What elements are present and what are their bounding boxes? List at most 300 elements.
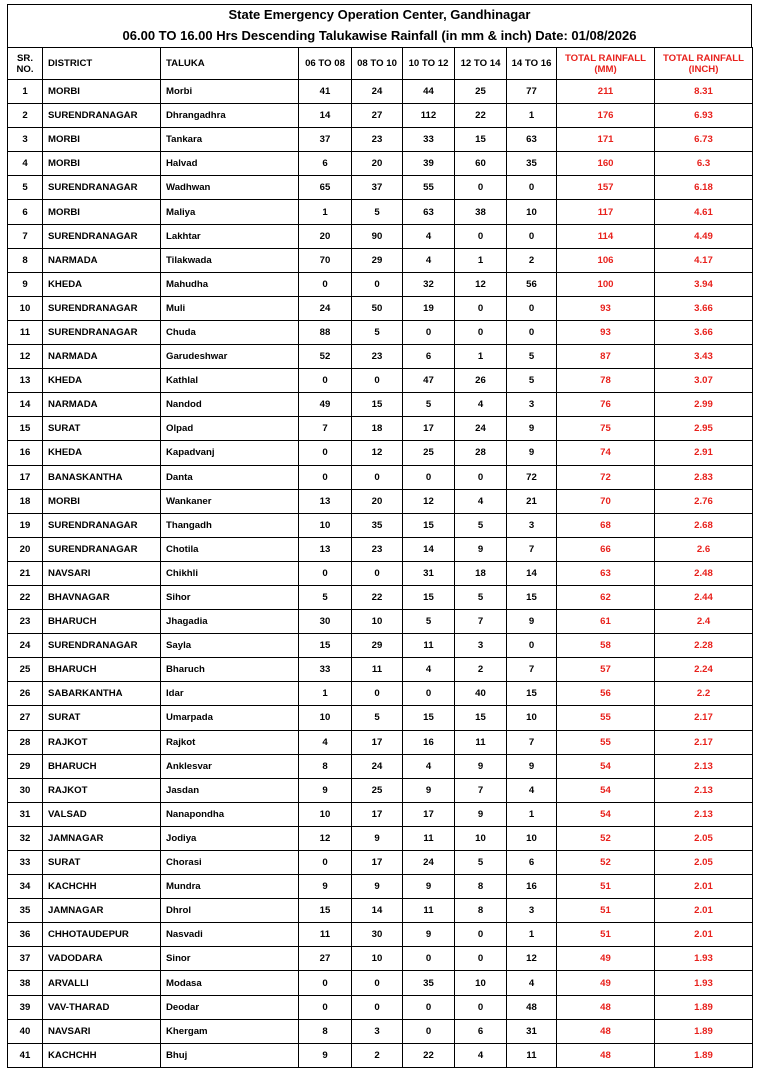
cell-total-inch: 2.48 (655, 561, 753, 585)
cell-rain-10-12: 35 (403, 971, 455, 995)
cell-rain-14-16: 0 (507, 176, 557, 200)
cell-total-mm: 48 (557, 995, 655, 1019)
cell-rain-14-16: 3 (507, 899, 557, 923)
cell-total-mm: 72 (557, 465, 655, 489)
table-row (8, 176, 753, 200)
table-header-row (8, 48, 753, 80)
cell-rain-12-14: 7 (455, 778, 507, 802)
cell-rain-08-10: 15 (352, 393, 403, 417)
cell-rain-14-16: 4 (507, 971, 557, 995)
cell-total-mm: 76 (557, 393, 655, 417)
cell-total-inch: 2.05 (655, 826, 753, 850)
header-06-08: 06 TO 08 (299, 48, 352, 80)
cell-rain-10-12: 11 (403, 899, 455, 923)
cell-taluka: Jodiya (161, 826, 299, 850)
cell-total-mm: 93 (557, 296, 655, 320)
cell-rain-10-12: 15 (403, 513, 455, 537)
cell-total-inch: 3.94 (655, 272, 753, 296)
table-row (8, 658, 753, 682)
cell-rain-06-08: 8 (299, 1019, 352, 1043)
cell-taluka: Danta (161, 465, 299, 489)
cell-total-inch: 2.99 (655, 393, 753, 417)
cell-district: KHEDA (43, 369, 161, 393)
cell-rain-14-16: 9 (507, 754, 557, 778)
cell-sr-no: 20 (8, 537, 43, 561)
cell-rain-06-08: 1 (299, 200, 352, 224)
cell-district: MORBI (43, 128, 161, 152)
cell-rain-14-16: 56 (507, 272, 557, 296)
cell-rain-06-08: 20 (299, 224, 352, 248)
cell-rain-12-14: 4 (455, 393, 507, 417)
report-header (7, 4, 752, 47)
cell-rain-14-16: 7 (507, 658, 557, 682)
cell-total-mm: 100 (557, 272, 655, 296)
cell-rain-10-12: 4 (403, 658, 455, 682)
cell-rain-06-08: 65 (299, 176, 352, 200)
cell-district: SURAT (43, 851, 161, 875)
cell-rain-06-08: 13 (299, 537, 352, 561)
cell-rain-10-12: 5 (403, 393, 455, 417)
cell-sr-no: 34 (8, 875, 43, 899)
cell-rain-12-14: 15 (455, 128, 507, 152)
cell-rain-06-08: 33 (299, 658, 352, 682)
cell-sr-no: 19 (8, 513, 43, 537)
table-row (8, 272, 753, 296)
cell-rain-14-16: 12 (507, 947, 557, 971)
cell-rain-06-08: 4 (299, 730, 352, 754)
cell-rain-10-12: 31 (403, 561, 455, 585)
cell-sr-no: 15 (8, 417, 43, 441)
table-row (8, 441, 753, 465)
cell-rain-06-08: 10 (299, 802, 352, 826)
cell-taluka: Wadhwan (161, 176, 299, 200)
cell-rain-14-16: 0 (507, 296, 557, 320)
cell-rain-10-12: 0 (403, 1019, 455, 1043)
cell-rain-14-16: 5 (507, 345, 557, 369)
table-row (8, 80, 753, 104)
cell-rain-08-10: 12 (352, 441, 403, 465)
cell-total-mm: 61 (557, 610, 655, 634)
cell-sr-no: 24 (8, 634, 43, 658)
cell-total-mm: 51 (557, 875, 655, 899)
cell-rain-12-14: 10 (455, 971, 507, 995)
cell-rain-14-16: 3 (507, 513, 557, 537)
cell-district: JAMNAGAR (43, 899, 161, 923)
cell-rain-08-10: 20 (352, 152, 403, 176)
cell-rain-06-08: 0 (299, 851, 352, 875)
cell-rain-08-10: 24 (352, 754, 403, 778)
cell-rain-14-16: 16 (507, 875, 557, 899)
cell-rain-06-08: 0 (299, 995, 352, 1019)
cell-sr-no: 36 (8, 923, 43, 947)
cell-district: KHEDA (43, 272, 161, 296)
cell-rain-08-10: 30 (352, 923, 403, 947)
cell-district: SURAT (43, 706, 161, 730)
cell-taluka: Nandod (161, 393, 299, 417)
cell-rain-12-14: 28 (455, 441, 507, 465)
cell-rain-08-10: 0 (352, 272, 403, 296)
cell-rain-06-08: 9 (299, 778, 352, 802)
cell-total-mm: 211 (557, 80, 655, 104)
cell-total-inch: 2.17 (655, 706, 753, 730)
cell-total-inch: 2.05 (655, 851, 753, 875)
cell-rain-12-14: 5 (455, 851, 507, 875)
cell-rain-06-08: 10 (299, 513, 352, 537)
cell-rain-10-12: 4 (403, 248, 455, 272)
table-row (8, 104, 753, 128)
cell-rain-14-16: 6 (507, 851, 557, 875)
cell-total-inch: 2.91 (655, 441, 753, 465)
cell-rain-14-16: 15 (507, 585, 557, 609)
cell-rain-12-14: 60 (455, 152, 507, 176)
cell-rain-10-12: 0 (403, 465, 455, 489)
cell-rain-12-14: 0 (455, 923, 507, 947)
cell-total-mm: 48 (557, 1043, 655, 1067)
cell-rain-08-10: 0 (352, 465, 403, 489)
cell-rain-10-12: 55 (403, 176, 455, 200)
cell-total-mm: 54 (557, 754, 655, 778)
cell-district: MORBI (43, 489, 161, 513)
cell-total-mm: 160 (557, 152, 655, 176)
cell-taluka: Kathlal (161, 369, 299, 393)
report-sheet (7, 4, 752, 1068)
cell-district: SURENDRANAGAR (43, 634, 161, 658)
cell-rain-14-16: 9 (507, 610, 557, 634)
table-row (8, 320, 753, 344)
cell-rain-10-12: 25 (403, 441, 455, 465)
cell-rain-08-10: 25 (352, 778, 403, 802)
table-row (8, 513, 753, 537)
cell-taluka: Sinor (161, 947, 299, 971)
cell-district: BHARUCH (43, 658, 161, 682)
cell-district: BANASKANTHA (43, 465, 161, 489)
table-row (8, 489, 753, 513)
cell-total-inch: 2.44 (655, 585, 753, 609)
cell-rain-12-14: 0 (455, 176, 507, 200)
cell-district: JAMNAGAR (43, 826, 161, 850)
cell-total-inch: 3.43 (655, 345, 753, 369)
cell-district: VAV-THARAD (43, 995, 161, 1019)
cell-total-mm: 49 (557, 947, 655, 971)
cell-rain-10-12: 47 (403, 369, 455, 393)
cell-rain-06-08: 14 (299, 104, 352, 128)
cell-total-inch: 6.18 (655, 176, 753, 200)
cell-rain-12-14: 8 (455, 899, 507, 923)
cell-sr-no: 23 (8, 610, 43, 634)
cell-rain-14-16: 35 (507, 152, 557, 176)
cell-rain-12-14: 26 (455, 369, 507, 393)
cell-sr-no: 41 (8, 1043, 43, 1067)
cell-sr-no: 3 (8, 128, 43, 152)
table-row (8, 128, 753, 152)
cell-total-mm: 106 (557, 248, 655, 272)
cell-taluka: Chuda (161, 320, 299, 344)
cell-taluka: Anklesvar (161, 754, 299, 778)
cell-rain-08-10: 18 (352, 417, 403, 441)
cell-taluka: Wankaner (161, 489, 299, 513)
cell-taluka: Nanapondha (161, 802, 299, 826)
cell-total-inch: 6.93 (655, 104, 753, 128)
cell-district: NAVSARI (43, 1019, 161, 1043)
cell-rain-14-16: 0 (507, 634, 557, 658)
cell-rain-08-10: 5 (352, 320, 403, 344)
cell-rain-12-14: 0 (455, 995, 507, 1019)
cell-sr-no: 37 (8, 947, 43, 971)
cell-total-mm: 52 (557, 826, 655, 850)
cell-sr-no: 17 (8, 465, 43, 489)
cell-sr-no: 21 (8, 561, 43, 585)
cell-sr-no: 25 (8, 658, 43, 682)
cell-sr-no: 7 (8, 224, 43, 248)
cell-taluka: Muli (161, 296, 299, 320)
cell-rain-06-08: 15 (299, 899, 352, 923)
cell-rain-12-14: 12 (455, 272, 507, 296)
cell-district: SURENDRANAGAR (43, 537, 161, 561)
cell-sr-no: 13 (8, 369, 43, 393)
cell-rain-06-08: 88 (299, 320, 352, 344)
cell-total-inch: 1.89 (655, 1043, 753, 1067)
cell-rain-10-12: 4 (403, 754, 455, 778)
cell-district: SURENDRANAGAR (43, 513, 161, 537)
cell-district: SURENDRANAGAR (43, 104, 161, 128)
cell-rain-08-10: 5 (352, 200, 403, 224)
cell-rain-14-16: 4 (507, 778, 557, 802)
cell-sr-no: 18 (8, 489, 43, 513)
cell-rain-14-16: 9 (507, 417, 557, 441)
cell-district: SURENDRANAGAR (43, 296, 161, 320)
cell-rain-06-08: 9 (299, 1043, 352, 1067)
cell-rain-06-08: 0 (299, 441, 352, 465)
table-row (8, 537, 753, 561)
cell-total-mm: 54 (557, 802, 655, 826)
table-row (8, 682, 753, 706)
cell-total-inch: 4.61 (655, 200, 753, 224)
cell-rain-12-14: 7 (455, 610, 507, 634)
cell-sr-no: 39 (8, 995, 43, 1019)
cell-rain-10-12: 17 (403, 802, 455, 826)
table-row (8, 947, 753, 971)
table-row (8, 875, 753, 899)
cell-rain-12-14: 6 (455, 1019, 507, 1043)
cell-rain-12-14: 5 (455, 513, 507, 537)
cell-rain-10-12: 17 (403, 417, 455, 441)
table-row (8, 345, 753, 369)
table-row (8, 899, 753, 923)
cell-rain-12-14: 9 (455, 537, 507, 561)
header-total-mm: TOTAL RAINFALL (MM) (557, 48, 655, 80)
cell-rain-14-16: 0 (507, 320, 557, 344)
cell-rain-14-16: 5 (507, 369, 557, 393)
cell-rain-06-08: 1 (299, 682, 352, 706)
cell-total-mm: 54 (557, 778, 655, 802)
cell-rain-14-16: 1 (507, 802, 557, 826)
cell-rain-06-08: 0 (299, 272, 352, 296)
cell-rain-14-16: 11 (507, 1043, 557, 1067)
cell-total-mm: 51 (557, 923, 655, 947)
cell-taluka: Garudeshwar (161, 345, 299, 369)
cell-rain-06-08: 49 (299, 393, 352, 417)
cell-total-inch: 2.4 (655, 610, 753, 634)
cell-sr-no: 6 (8, 200, 43, 224)
table-row (8, 585, 753, 609)
cell-total-inch: 1.89 (655, 1019, 753, 1043)
cell-rain-06-08: 12 (299, 826, 352, 850)
cell-taluka: Morbi (161, 80, 299, 104)
cell-taluka: Rajkot (161, 730, 299, 754)
cell-rain-06-08: 6 (299, 152, 352, 176)
cell-taluka: Tankara (161, 128, 299, 152)
cell-total-mm: 78 (557, 369, 655, 393)
cell-sr-no: 8 (8, 248, 43, 272)
cell-sr-no: 26 (8, 682, 43, 706)
cell-sr-no: 12 (8, 345, 43, 369)
cell-taluka: Jhagadia (161, 610, 299, 634)
table-row (8, 923, 753, 947)
cell-total-mm: 55 (557, 706, 655, 730)
cell-total-mm: 74 (557, 441, 655, 465)
cell-rain-12-14: 9 (455, 802, 507, 826)
cell-rain-12-14: 38 (455, 200, 507, 224)
cell-total-mm: 93 (557, 320, 655, 344)
cell-rain-08-10: 29 (352, 248, 403, 272)
table-row (8, 971, 753, 995)
cell-rain-10-12: 15 (403, 585, 455, 609)
cell-district: BHARUCH (43, 610, 161, 634)
cell-sr-no: 14 (8, 393, 43, 417)
table-row (8, 778, 753, 802)
cell-rain-08-10: 11 (352, 658, 403, 682)
table-row (8, 1043, 753, 1067)
cell-total-mm: 56 (557, 682, 655, 706)
cell-district: MORBI (43, 80, 161, 104)
cell-rain-12-14: 9 (455, 754, 507, 778)
cell-rain-12-14: 0 (455, 224, 507, 248)
cell-rain-10-12: 5 (403, 610, 455, 634)
cell-total-inch: 1.93 (655, 971, 753, 995)
cell-rain-10-12: 19 (403, 296, 455, 320)
cell-rain-08-10: 17 (352, 802, 403, 826)
cell-district: KHEDA (43, 441, 161, 465)
cell-rain-08-10: 9 (352, 875, 403, 899)
cell-rain-06-08: 24 (299, 296, 352, 320)
cell-rain-10-12: 11 (403, 634, 455, 658)
cell-rain-06-08: 7 (299, 417, 352, 441)
cell-total-inch: 2.13 (655, 778, 753, 802)
cell-rain-08-10: 24 (352, 80, 403, 104)
cell-district: VADODARA (43, 947, 161, 971)
cell-sr-no: 27 (8, 706, 43, 730)
cell-rain-14-16: 7 (507, 730, 557, 754)
cell-district: BHAVNAGAR (43, 585, 161, 609)
cell-rain-10-12: 44 (403, 80, 455, 104)
cell-total-inch: 4.49 (655, 224, 753, 248)
table-row (8, 224, 753, 248)
cell-total-inch: 2.6 (655, 537, 753, 561)
cell-total-inch: 2.01 (655, 899, 753, 923)
cell-district: NAVSARI (43, 561, 161, 585)
cell-rain-10-12: 9 (403, 875, 455, 899)
cell-total-inch: 2.01 (655, 923, 753, 947)
cell-rain-08-10: 10 (352, 947, 403, 971)
cell-total-mm: 114 (557, 224, 655, 248)
cell-rain-12-14: 22 (455, 104, 507, 128)
cell-rain-06-08: 5 (299, 585, 352, 609)
cell-total-inch: 2.01 (655, 875, 753, 899)
table-row (8, 465, 753, 489)
table-row (8, 296, 753, 320)
cell-rain-06-08: 11 (299, 923, 352, 947)
cell-rain-12-14: 0 (455, 465, 507, 489)
cell-rain-12-14: 0 (455, 320, 507, 344)
cell-taluka: Nasvadi (161, 923, 299, 947)
cell-rain-10-12: 0 (403, 320, 455, 344)
cell-rain-08-10: 20 (352, 489, 403, 513)
cell-total-mm: 62 (557, 585, 655, 609)
cell-taluka: Maliya (161, 200, 299, 224)
cell-rain-10-12: 24 (403, 851, 455, 875)
cell-total-inch: 2.68 (655, 513, 753, 537)
table-row (8, 706, 753, 730)
table-row (8, 393, 753, 417)
cell-rain-08-10: 35 (352, 513, 403, 537)
cell-rain-14-16: 72 (507, 465, 557, 489)
cell-sr-no: 29 (8, 754, 43, 778)
cell-total-inch: 6.73 (655, 128, 753, 152)
cell-total-mm: 66 (557, 537, 655, 561)
cell-rain-10-12: 33 (403, 128, 455, 152)
cell-rain-06-08: 0 (299, 465, 352, 489)
table-row (8, 1019, 753, 1043)
cell-rain-14-16: 3 (507, 393, 557, 417)
cell-sr-no: 4 (8, 152, 43, 176)
cell-district: NARMADA (43, 393, 161, 417)
table-row (8, 802, 753, 826)
cell-rain-14-16: 77 (507, 80, 557, 104)
cell-rain-08-10: 23 (352, 345, 403, 369)
cell-rain-10-12: 112 (403, 104, 455, 128)
cell-total-mm: 58 (557, 634, 655, 658)
cell-total-mm: 75 (557, 417, 655, 441)
table-row (8, 754, 753, 778)
cell-district: SABARKANTHA (43, 682, 161, 706)
cell-taluka: Sihor (161, 585, 299, 609)
cell-sr-no: 31 (8, 802, 43, 826)
cell-rain-14-16: 10 (507, 200, 557, 224)
cell-rain-10-12: 32 (403, 272, 455, 296)
cell-rain-14-16: 31 (507, 1019, 557, 1043)
cell-total-inch: 6.3 (655, 152, 753, 176)
cell-taluka: Chorasi (161, 851, 299, 875)
cell-rain-10-12: 4 (403, 224, 455, 248)
cell-rain-06-08: 9 (299, 875, 352, 899)
cell-district: ARVALLI (43, 971, 161, 995)
table-row (8, 561, 753, 585)
cell-rain-06-08: 0 (299, 971, 352, 995)
cell-total-inch: 2.76 (655, 489, 753, 513)
cell-total-inch: 2.17 (655, 730, 753, 754)
cell-total-inch: 2.13 (655, 754, 753, 778)
cell-district: SURENDRANAGAR (43, 224, 161, 248)
cell-rain-12-14: 8 (455, 875, 507, 899)
cell-rain-08-10: 0 (352, 971, 403, 995)
cell-rain-06-08: 70 (299, 248, 352, 272)
cell-rain-06-08: 27 (299, 947, 352, 971)
table-row (8, 851, 753, 875)
cell-rain-08-10: 9 (352, 826, 403, 850)
cell-district: SURAT (43, 417, 161, 441)
cell-rain-10-12: 0 (403, 995, 455, 1019)
cell-district: KACHCHH (43, 875, 161, 899)
